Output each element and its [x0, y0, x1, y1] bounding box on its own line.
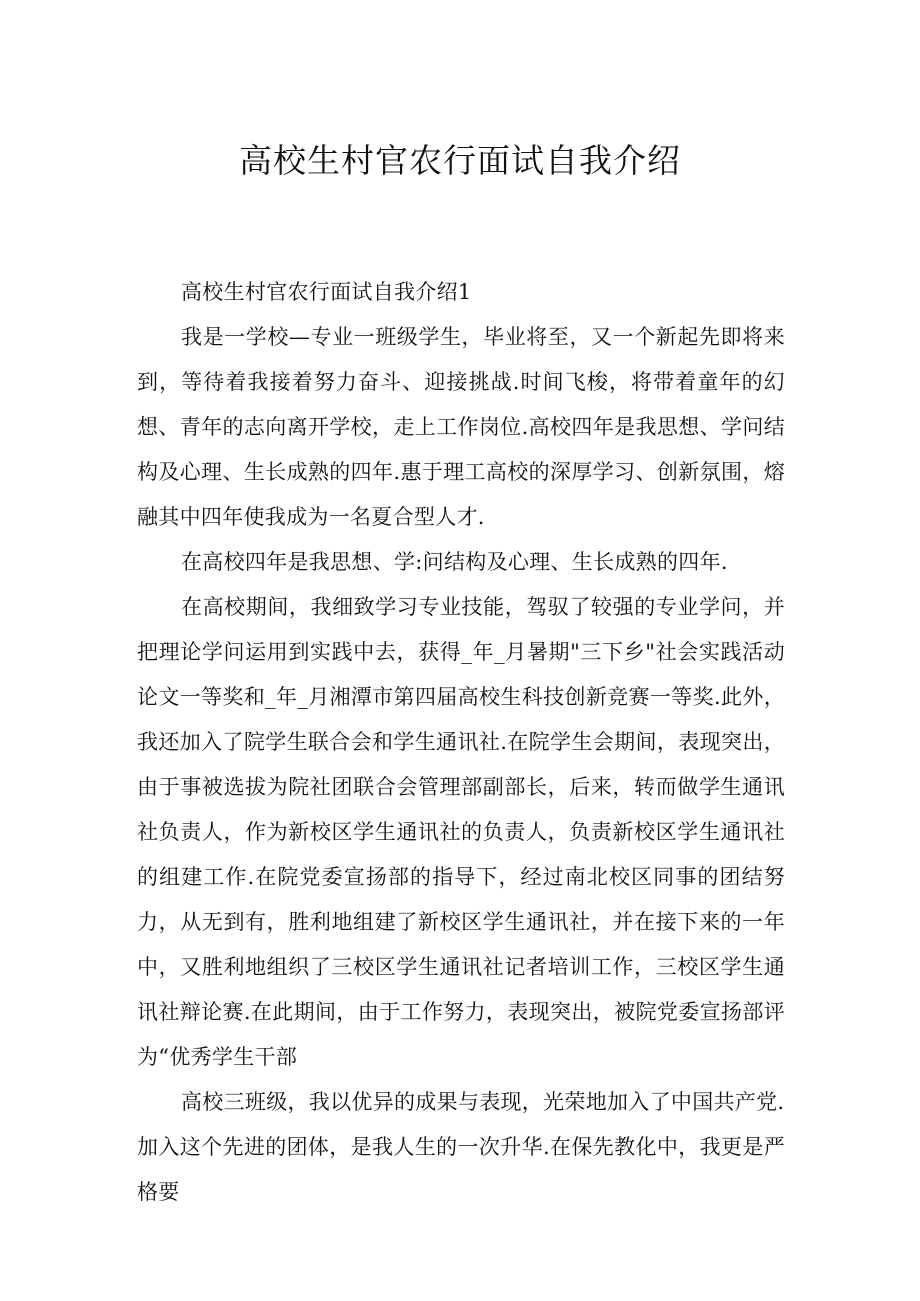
paragraph: 我是一学校—专业一班级学生，毕业将至，又一个新起先即将来到，等待着我接着努力奋斗、迎接挑战.时间飞梭，将带着童年的幻想、青年的志向离开学校，走上工作岗位.高校四年是我思想、学问结构及心理、生长成熟的四年.惠于理工高校的深厚学习、创新氛围，熔融其中四年使我成为一名夏合型人才.: [137, 325, 785, 529]
paragraph: 在高校期间，我细致学习专业技能，驾驭了较强的专业学问，并把理论学问运用到实践中去，获得_年_月暑期"三下乡"社会实践活动论文一等奖和_年_月湘潭市第四届高校生科技创新竞赛一等奖.此外，我还加入了院学生联合会和学生通讯社.在院学生会期间，表现突出，由于事被选拔为院社团联合会管理部副部长，后来，转而做学生通讯社负责人，作为新校区学生通讯社的负责人，负责新校区学生通讯社的组建工作.在院党委宣扬部的指导下，经过南北校区同事的团结努力，从无到有，胜利地组建了新校区学生通讯社，并在接下来的一年中，又胜利地组织了三校区学生通讯社记者培训工作，三校区学生通讯社辩论赛.在此期间，由于工作努力，表现突出，被院党委宣扬部评为“优秀学生干部: [137, 595, 785, 1069]
paragraph: 在高校四年是我思想、学:问结构及心理、生长成熟的四年.: [181, 550, 728, 574]
paragraph: 高校三班级，我以优异的成果与表现，光荣地加入了中国共产党.: [181, 1090, 785, 1114]
document-body: [137, 270, 785, 1215]
document-title: 高校生村官农行面试自我介绍: [239, 141, 681, 180]
paragraph: 加入这个先进的团体，是我人生的一次升华.在保先教化中，我更是严格要: [137, 1135, 785, 1204]
section-heading: 高校生村官农行面试自我介绍1: [181, 280, 472, 304]
